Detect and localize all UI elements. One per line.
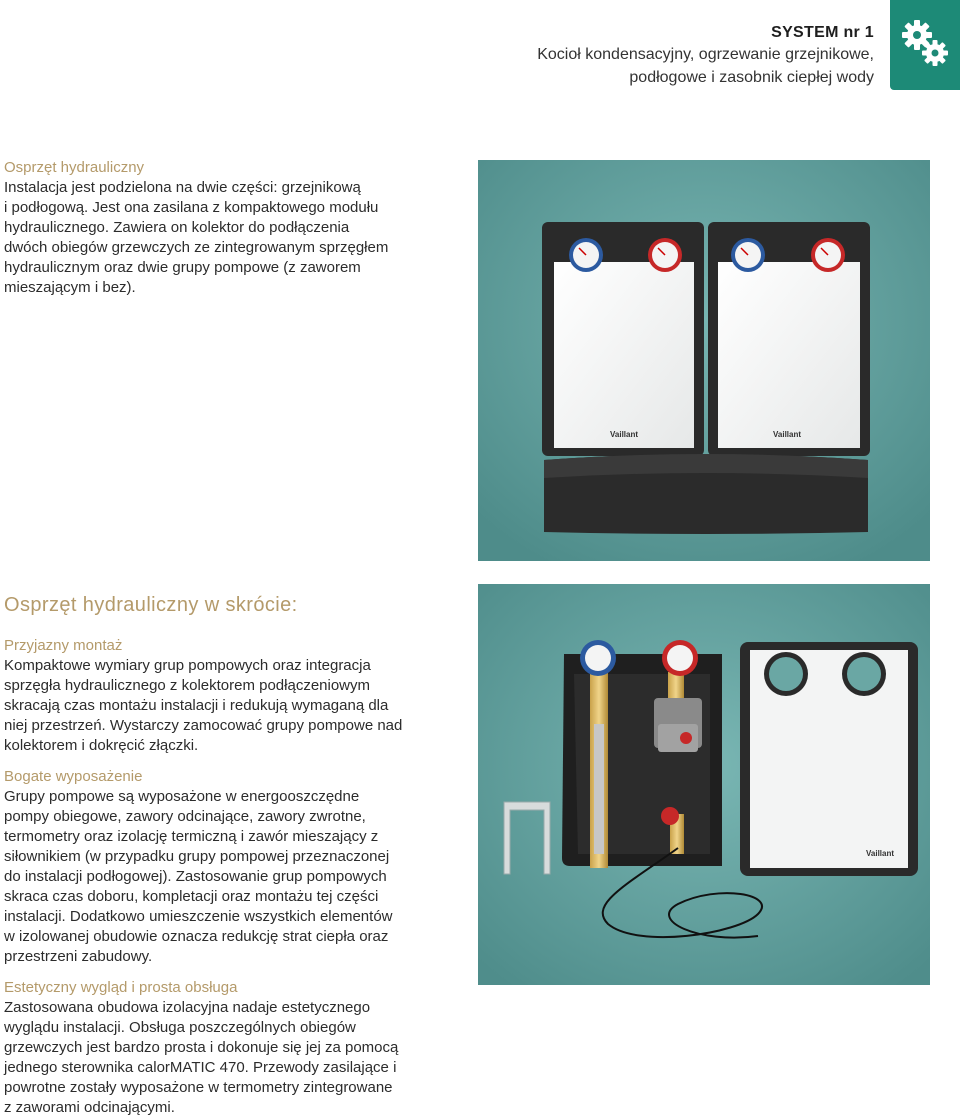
- system-badge: [890, 0, 960, 90]
- section-line: wyglądu instalacji. Obsługa poszczególnych obiegów: [4, 1019, 356, 1036]
- section-equipment: [4, 767, 469, 967]
- intro-line: dwóch obiegów grzewczych ze zintegrowanym sprzęgłem: [4, 239, 389, 256]
- section-line: niej przestrzeń. Wystarczy zamocować grupy pompowe nad: [4, 717, 403, 734]
- section-line: sprzęgła hydraulicznego z kolektorem podłączeniowym: [4, 677, 371, 694]
- intro-line: hydraulicznego. Zawiera on kolektor do podłączenia: [4, 219, 350, 236]
- intro-line: Instalacja jest podzielona na dwie części: grzejnikową: [4, 179, 361, 196]
- system-title: SYSTEM nr 1: [771, 24, 874, 41]
- section-line: pompy obiegowe, zawory odcinające, zawory zwrotne,: [4, 808, 366, 825]
- photo-pump-group-covers: [478, 160, 930, 561]
- photo-pump-group-open: [478, 584, 930, 985]
- section-line: z zaworami odcinającymi.: [4, 1099, 175, 1116]
- section-line: Zastosowana obudowa izolacyjna nadaje estetycznego: [4, 999, 371, 1016]
- summary-heading: Osprzęt hydrauliczny w skrócie:: [4, 594, 298, 616]
- section-line: Kompaktowe wymiary grup pompowych oraz integracja: [4, 657, 371, 674]
- svg-text:Vaillant: Vaillant: [610, 430, 639, 439]
- section-line: skraca czas doboru, kompletacji oraz montażu tej części: [4, 888, 379, 905]
- gears-icon: [899, 15, 951, 76]
- section-line: termometry oraz izolację termiczną i zawór mieszający z: [4, 828, 379, 845]
- intro-section: [4, 158, 464, 298]
- section-line: do instalacji podłogowej). Zastosowanie grup pompowych: [4, 868, 387, 885]
- section-title: Estetyczny wygląd i prosta obsługa: [4, 979, 238, 996]
- page-header: [537, 24, 874, 88]
- intro-line: i podłogową. Jest ona zasilana z kompaktowego modułu: [4, 199, 379, 216]
- section-line: grzewczych jest bardzo prosta i dokonuje się jej za pomocą: [4, 1039, 399, 1056]
- svg-text:Vaillant: Vaillant: [866, 849, 895, 858]
- system-subtitle-line-1: Kocioł kondensacyjny, ogrzewanie grzejnikowe,: [537, 46, 874, 63]
- section-assembly: [4, 636, 469, 756]
- section-line: przestrzeni zabudowy.: [4, 948, 153, 965]
- svg-text:Vaillant: Vaillant: [773, 430, 802, 439]
- section-line: w izolowanej obudowie oznacza redukcję strat ciepła oraz: [4, 928, 389, 945]
- section-line: powrotne zostały wyposażone w termometry zintegrowane: [4, 1079, 393, 1096]
- section-title: Przyjazny montaż: [4, 637, 123, 654]
- section-line: siłownikiem (w przypadku grupy pompowej przeznaczonej: [4, 848, 390, 865]
- intro-line: hydraulicznym oraz dwie grupy pompowe (z zaworem: [4, 259, 361, 276]
- section-appearance: [4, 978, 469, 1118]
- section-title: Bogate wyposażenie: [4, 768, 143, 785]
- system-subtitle-line-2: podłogowe i zasobnik ciepłej wody: [629, 69, 874, 86]
- section-line: Grupy pompowe są wyposażone w energooszczędne: [4, 788, 360, 805]
- section-line: jednego sterownika calorMATIC 470. Przewody zasilające i: [4, 1059, 397, 1076]
- section-line: instalacji. Dodatkowo umieszczenie wszystkich elementów: [4, 908, 393, 925]
- intro-heading: Osprzęt hydrauliczny: [4, 159, 145, 176]
- section-line: skracają czas montażu instalacji i redukują wymaganą dla: [4, 697, 389, 714]
- intro-line: mieszającym i bez).: [4, 279, 136, 296]
- section-line: kolektorem i dokręcić złączki.: [4, 737, 199, 754]
